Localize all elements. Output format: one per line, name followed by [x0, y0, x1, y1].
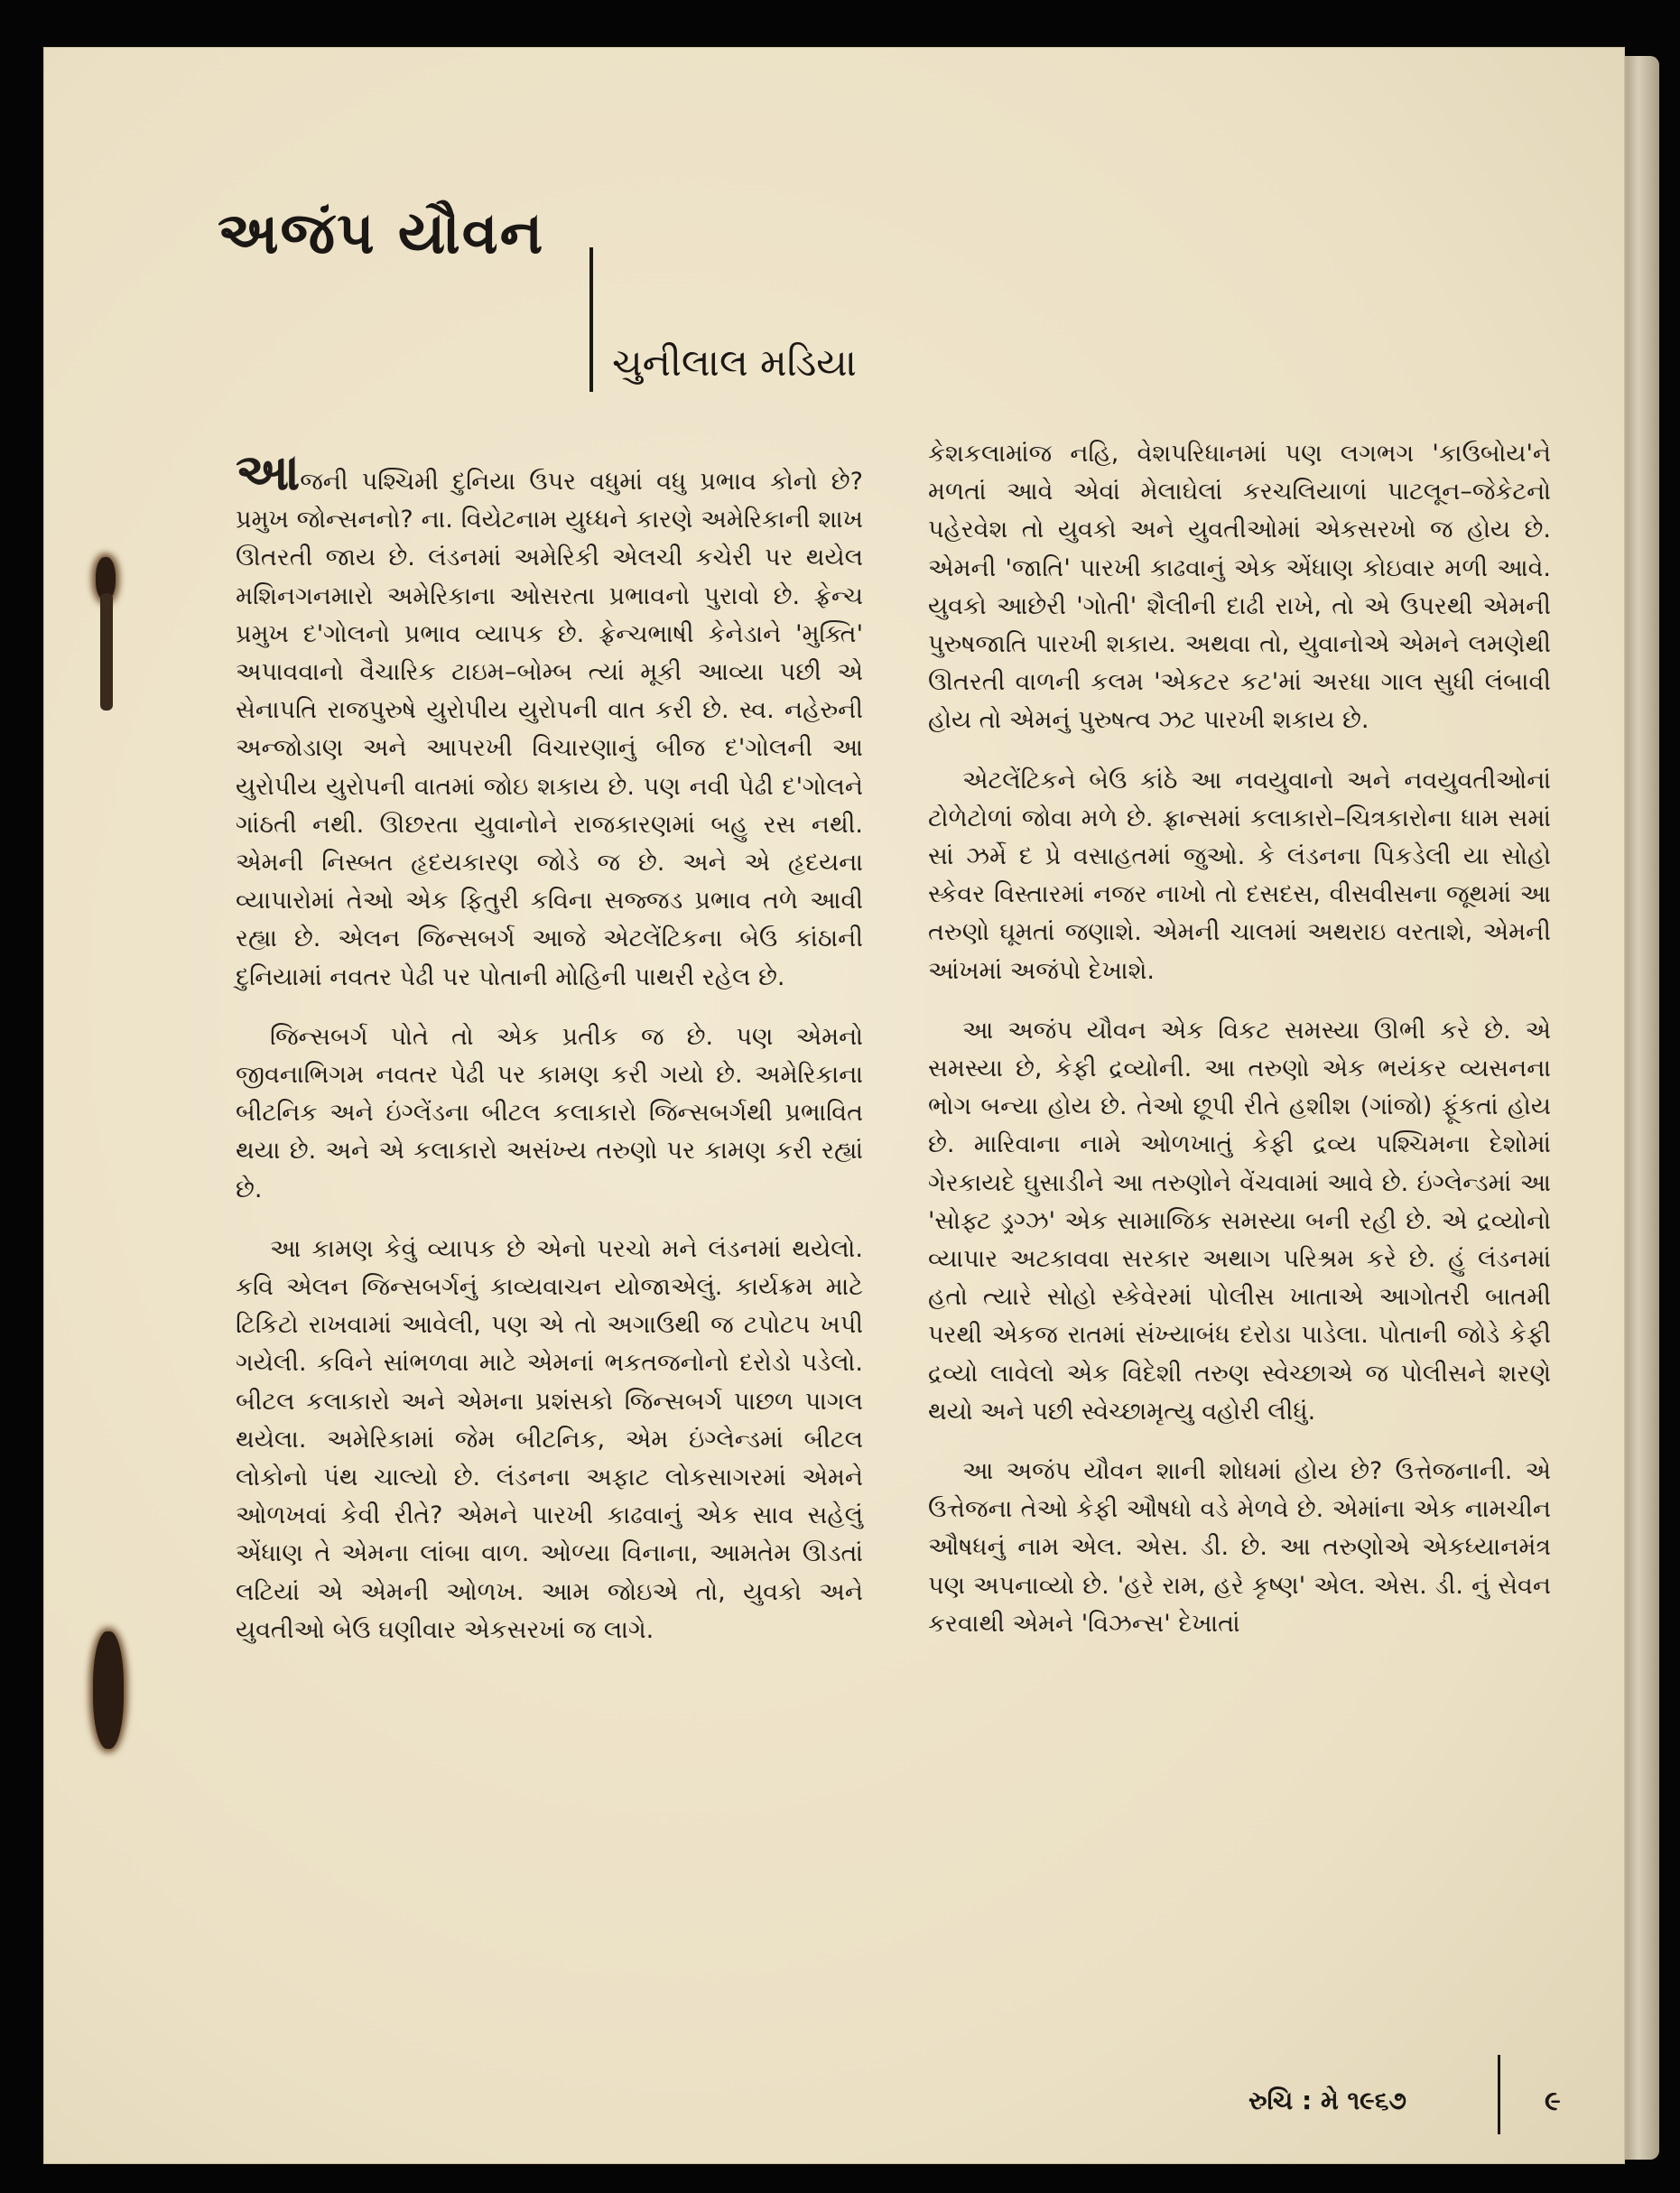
paragraph-text: જની પશ્ચિમી દુનિયા ઉપર વધુમાં વધુ પ્રભાવ કોનો છે? પ્રમુખ જોન્સનનો? ના. વિયેટનામ યુધ્ધને કારણે અમેરિકાની શાખ ઊતરતી જાય છે. લંડનમાં અમેરિકી એલચી કચેરી પર થયેલ મશિનગનમારો અમેરિકાના ઓસરતા પ્રભાવનો પુરાવો છે. ફ્રેન્ચ પ્રમુખ દ'ગોલનો પ્રભાવ વ્યાપક છે. ફ્રેન્ચભાષી કેનેડાને 'મુક્તિ' અપાવવાનો વૈચારિક ટાઇમ–બોમ્બ ત્યાં મૂકી આવ્યા પછી એ સેનાપતિ રાજપુરુષે યુરોપીય યુરોપની વાત કરી છે. સ્વ. નહેરુની અન્જોડાણ અને આપરખી વિચારણાનું બીજ દ'ગોલની આ યુરોપીય યુરોપની વાતમાં જોઇ શકાય છે. પણ નવી પેઢી દ'ગોલને ગાંઠતી નથી. ઊછરતા યુવાનોને રાજકારણમાં બહુ રસ નથી. એમની નિસ્બત હૃદયકારણ જોડે જ છે. અને એ હૃદયના વ્યાપારોમાં તેઓ એક ફિતુરી કવિના સજ્જડ પ્રભાવ તળે આવી રહ્યા છે. એલન જિન્સબર્ગ આજે એટલેંટિકના બેઉ કાંઠાની દુનિયામાં નવતર પેઢી પર પોતાની મોહિની પાથરી રહેલ છે. — [236, 468, 863, 991]
article-title: અજંપ યૌવન — [218, 200, 545, 267]
footer-magazine-issue: રુચિ : મે ૧૯૬૭ — [1248, 2086, 1406, 2115]
article-author: ચુનીલાલ મડિયા — [612, 340, 857, 385]
paragraph: આ અજંપ યૌવન શાની શોધમાં હોય છે? ઉત્તેજનાની. એ ઉત્તેજના તેઓ કેફી ઔષધો વડે મેળવે છે. એમાંના એક નામચીન ઔષધનું નામ એલ. એસ. ડી. છે. આ તરુણોએ એકધ્યાનમંત્ર પણ અપનાવ્યો છે. 'હરે રામ, હરે કૃષ્ણ' એલ. એસ. ડી. નું સેવન કરવાથી એમને 'વિઝન્સ' દેખાતાં — [928, 1457, 1551, 1638]
left-column — [236, 443, 863, 1649]
binding-hole-bottom — [93, 1631, 124, 1749]
paragraph: કેશકલામાંજ નહિ, વેશપરિધાનમાં પણ લગભગ 'કાઉબોય'ને મળતાં આવે એવાં મેલાઘેલાં કરચલિયાળાં પાટલૂન–જેકેટનો પહેરવેશ તો યુવકો અને યુવતીઓમાં એકસરખો જ હોય છે. એમની 'જાતિ' પારખી કાઢવાનું એક એંધાણ કોઇવાર મળી આવે. યુવકો આછેરી 'ગોતી' શૈલીની દાઢી રાખે, તો એ ઉપરથી એમની પુરુષજાતિ પારખી શકાય. અથવા તો, યુવાનોએ એમને લમણેથી ઊતરતી વાળની કલમ 'એકટર કટ'માં અરધા ગાલ સુધી લંબાવી હોય તો એમનું પુરુષત્વ ઝટ પારખી શકાય છે. — [928, 440, 1551, 735]
page-number: ૯ — [1545, 2086, 1561, 2117]
footer-divider — [1498, 2055, 1500, 2134]
right-column — [928, 435, 1551, 1643]
title-divider — [589, 247, 593, 392]
paragraph: આ અજંપ યૌવન એક વિકટ સમસ્યા ઊભી કરે છે. એ સમસ્યા છે, કેફી દ્રવ્યોની. આ તરુણો એક ભયંકર વ્યસનના ભોગ બન્યા હોય છે. તેઓ છૂપી રીતે હશીશ (ગાંજો) ફૂંકતાં હોય છે. મારિવાના નામે ઓળખાતું કેફી દ્રવ્ય પશ્ચિમના દેશોમાં ગેરકાયદે ઘુસાડીને આ તરુણોને વેંચવામાં આવે છે. ઇંગ્લેન્ડમાં આ 'સોફ્ટ ડ્રગ્ઝ' એક સામાજિક સમસ્યા બની રહી છે. એ દ્રવ્યોનો વ્યાપાર અટકાવવા સરકાર અથાગ પરિશ્રમ કરે છે. હું લંડનમાં હતો ત્યારે સોહો સ્કેવેરમાં પોલીસ ખાતાએ આગોતરી બાતમી પરથી એકજ રાતમાં સંખ્યાબંધ દરોડા પાડેલા. પોતાની જોડે કેફી દ્રવ્યો લાવેલો એક વિદેશી તરુણ સ્વેચ્છાએ જ પોલીસને શરણે થયો અને પછી સ્વેચ્છામૃત્યુ વહોરી લીધું. — [928, 1016, 1551, 1426]
magazine-page — [43, 47, 1625, 2164]
paragraph: આ કામણ કેવું વ્યાપક છે એનો પરચો મને લંડનમાં થયેલો. કવિ એલન જિન્સબર્ગનું કાવ્યવાચન યોજાએલું. કાર્યક્રમ માટે ટિકિટો રાખવામાં આવેલી, પણ એ તો અગાઉથી જ ટપોટપ ખપી ગયેલી. કવિને સાંભળવા માટે એમનાં ભકતજનોનો દરોડો પડેલો. બીટલ કલાકારો અને એમના પ્રશંસકો જિન્સબર્ગ પાછળ પાગલ થયેલા. અમેરિકામાં જેમ બીટનિક, એમ ઇંગ્લેન્ડમાં બીટલ લોકોનો પંથ ચાલ્યો છે. લંડનના અફાટ લોકસાગરમાં એમને ઓળખવાં કેવી રીતે? એમને પારખી કાઢવાનું એક સાવ સહેલું એંધાણ તે એમના લાંબા વાળ. ઓળ્યા વિનાના, આમતેમ ઊડતાં લટિયાં એ એમની ઓળખ. આમ જોઇએ તો, યુવકો અને યુવતીઓ બેઉ ઘણીવાર એકસરખાં જ લાગે. — [236, 1234, 863, 1644]
paragraph — [236, 443, 863, 997]
binding-thread-top — [100, 593, 113, 711]
drop-cap: આ — [236, 443, 301, 502]
paragraph: જિન્સબર્ગ પોતે તો એક પ્રતીક જ છે. પણ એમનો જીવનાભિગમ નવતર પેઢી પર કામણ કરી ગયો છે. અમેરિકાના બીટનિક અને ઇંગ્લેંડના બીટલ કલાકારો જિન્સબર્ગથી પ્રભાવિત થયા છે. અને એ કલાકારો અસંખ્ય તરુણો પર કામણ કરી રહ્યાં છે. — [236, 1022, 863, 1203]
paragraph: એટલેંટિકને બેઉ કાંઠે આ નવયુવાનો અને નવયુવતીઓનાં ટોળેટોળાં જોવા મળે છે. ફ્રાન્સમાં કલાકારો–ચિત્રકારોના ધામ સમાં સાં ઝર્મે દ પ્રે વસાહતમાં જુઓ. કે લંડનના પિકડેલી યા સોહો સ્કેવર વિસ્તારમાં નજર નાખો તો દસદસ, વીસવીસના જૂથમાં આ તરુણો ઘૂમતાં જણાશે. એમની ચાલમાં અથરાઇ વરતાશે, એમની આંખમાં અજંપો દેખાશે. — [928, 766, 1551, 985]
